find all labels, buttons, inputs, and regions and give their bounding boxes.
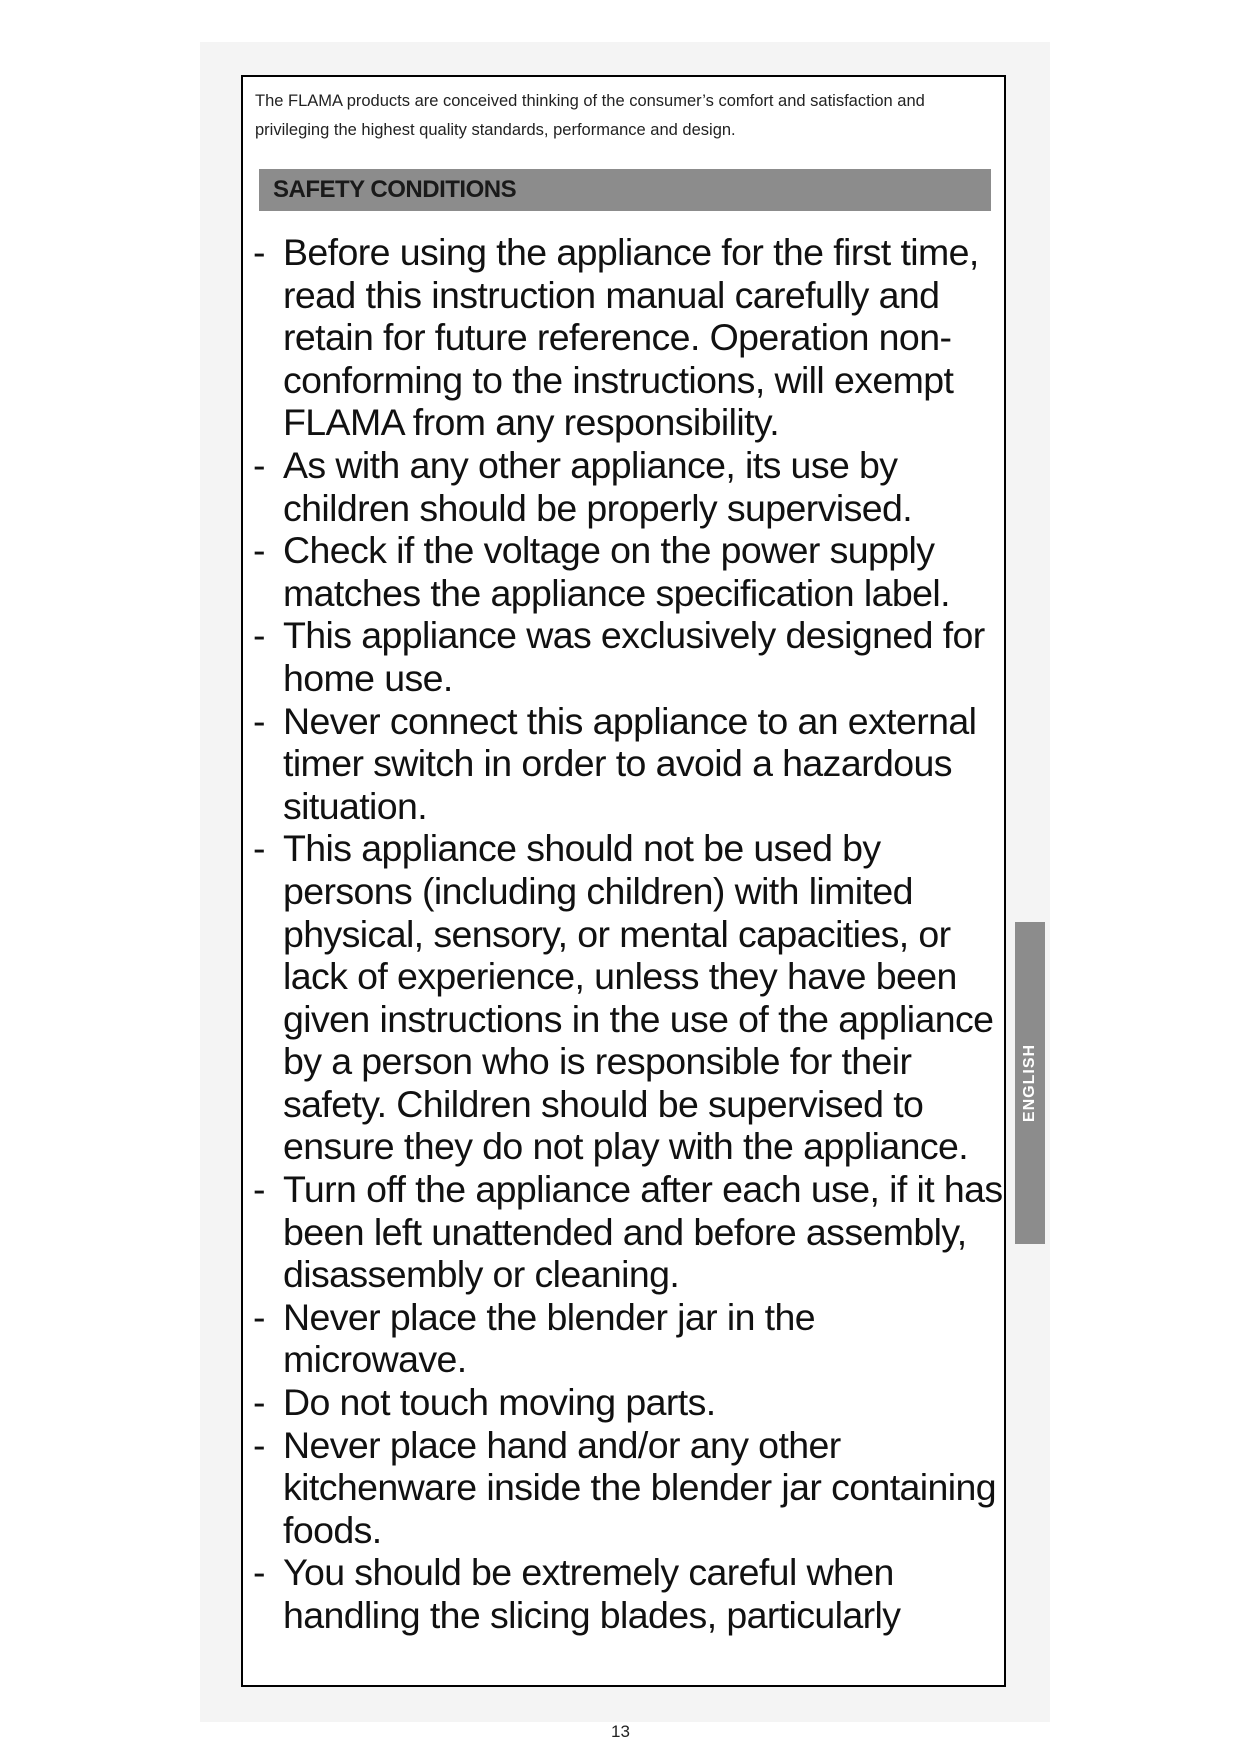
bullet-dash: - xyxy=(253,614,265,657)
list-item-text: Never connect this appliance to an external timer switch in order to avoid a hazardous situation. xyxy=(283,699,977,827)
safety-list xyxy=(253,231,1005,1637)
language-tab xyxy=(1015,922,1045,1244)
list-item xyxy=(253,827,1005,1168)
list-item-text: As with any other appliance, its use by children should be properly supervised. xyxy=(283,443,913,529)
bullet-dash: - xyxy=(253,1423,265,1466)
list-item xyxy=(253,1296,1005,1381)
language-label: ENGLISH xyxy=(1021,1043,1038,1123)
list-item xyxy=(253,1381,1005,1424)
bullet-dash: - xyxy=(253,231,265,273)
list-item xyxy=(253,700,1005,828)
list-item-text: Before using the appliance for the first time, read this instruction manual carefully and retain for future reference. Operation non-conforming to the instructions, will exempt FLAMA from any responsibility. xyxy=(283,231,979,444)
list-item-text: You should be extremely careful when handling the slicing blades, particularly xyxy=(283,1551,901,1636)
bullet-dash: - xyxy=(253,699,265,742)
list-item xyxy=(253,614,1005,699)
bullet-dash: - xyxy=(253,1381,265,1424)
list-item xyxy=(253,529,1005,614)
list-item-text: Never place hand and/or any other kitchenware inside the blender jar containing foods. xyxy=(283,1423,997,1551)
bullet-dash: - xyxy=(253,1168,265,1211)
list-item xyxy=(253,444,1005,529)
list-item-text: This appliance should not be used by persons (including children) with limited physical, sensory, or mental capacities, or lack of experience, unless they have been given instructions in the use of the appliance by a person who is responsible for their safety. Children should be supervised to ensure they do not play with the appliance. xyxy=(283,827,994,1168)
page-number: 13 xyxy=(611,1722,630,1741)
list-item xyxy=(253,231,1005,444)
list-item-text: Do not touch moving parts. xyxy=(283,1381,716,1424)
list-item xyxy=(253,1551,1005,1636)
bullet-dash: - xyxy=(253,1551,265,1594)
bullet-dash: - xyxy=(253,827,265,870)
list-item-text: Turn off the appliance after each use, if it has been left unattended and before assembly, disassembly or cleaning. xyxy=(283,1168,1003,1296)
list-item-text: Check if the voltage on the power supply matches the appliance specification label. xyxy=(283,529,950,614)
content-frame xyxy=(241,75,1006,1687)
intro-paragraph: The FLAMA products are conceived thinking of the consumer’s comfort and satisfaction and privileging the highest quality standards, performance and design. xyxy=(255,92,925,139)
section-title: SAFETY CONDITIONS xyxy=(273,176,517,203)
bullet-dash: - xyxy=(253,443,265,486)
bullet-dash: - xyxy=(253,529,265,572)
list-item-text: Never place the blender jar in the microwave. xyxy=(283,1295,816,1381)
section-header xyxy=(259,169,991,211)
list-item xyxy=(253,1168,1005,1296)
list-item xyxy=(253,1424,1005,1552)
list-item-text: This appliance was exclusively designed for home use. xyxy=(283,614,985,699)
bullet-dash: - xyxy=(253,1295,265,1338)
